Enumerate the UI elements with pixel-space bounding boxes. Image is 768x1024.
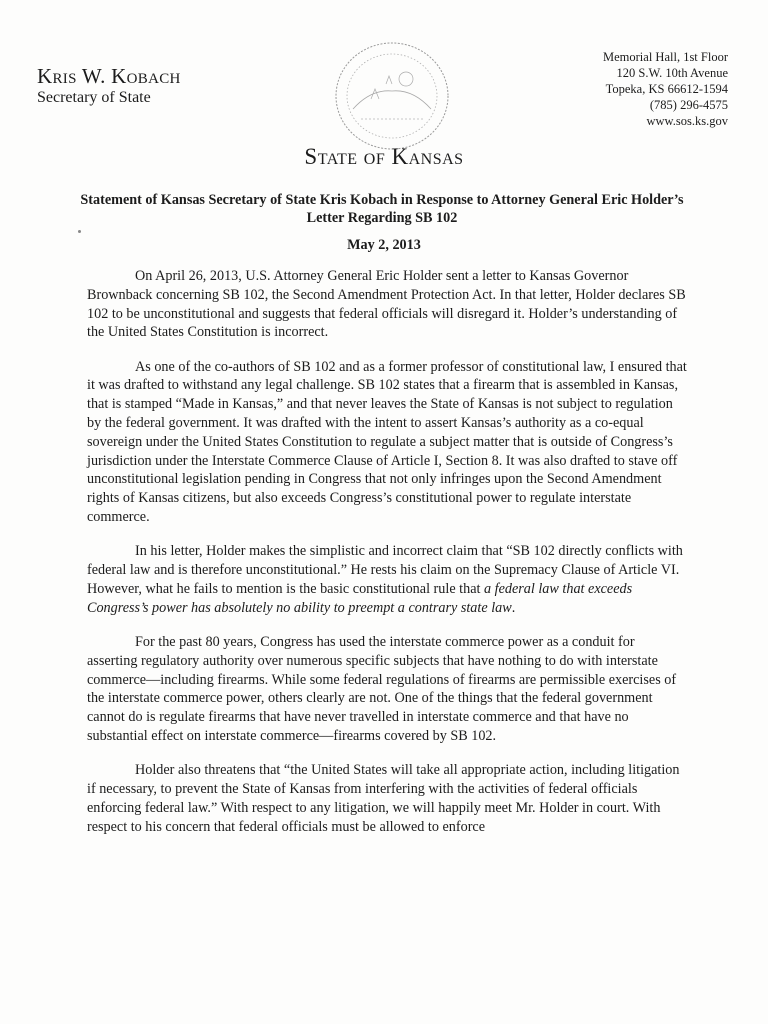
sender-title: Secretary of State	[37, 89, 151, 106]
paragraph: For the past 80 years, Congress has used the interstate commerce power as a conduit for asserting regulatory authority over numerous specific subjects that have nothing to do with interstate commerce—including firearms. While some federal regulations of firearms are permissible exercises of the interstate commerce power, others clearly are not. One of the things that the federal government cannot do is regulate firearms that have never travelled in interstate commerce and that have no substantial effect on interstate commerce—firearms covered by SB 102.	[87, 634, 677, 745]
address-block	[603, 49, 728, 129]
scan-mark	[78, 230, 81, 233]
statement-heading: Statement of Kansas Secretary of State Kris Kobach in Response to Attorney General Eric Holder’s Letter Regarding SB 102	[80, 192, 684, 226]
address-line: Topeka, KS 66612-1594	[605, 82, 728, 96]
statement-date: May 2, 2013	[347, 237, 421, 253]
phone-number: (785) 296-4575	[649, 98, 728, 112]
paragraph	[87, 542, 687, 617]
paragraph: As one of the co-authors of SB 102 and as a former professor of constitutional law, I ensured that it was drafted to withstand any legal challenge. SB 102 states that a firearm that is assembled in Kansas, that is stamped “Made in Kansas,” and that never leaves the State of Kansas is not subject to regulation by the federal government. It was drafted with the intent to assert Kansas’s authority as a co-equal sovereign under the United States Constitution to regulate a subject matter that is outside of Congress’s jurisdiction under the Interstate Commerce Clause of Article I, Section 8. It was also drafted to stave off unconstitutional legislation pending in Congress that not only infringes upon the Second Amendment rights of Kansas citizens, but also exceeds Congress’s constitutional power to regulate interstate commerce.	[87, 358, 687, 526]
address-line: 120 S.W. 10th Avenue	[616, 66, 728, 80]
paragraph: Holder also threatens that “the United States will take all appropriate action, including litigation if necessary, to prevent the State of Kansas from interfering with the activities of federal officials enforcing federal law.” With respect to any litigation, we will happily meet Mr. Holder in court. With respect to his concern that federal officials must be allowed to enforce	[87, 762, 680, 835]
sender-name: Kris W. Kobach	[37, 64, 181, 88]
paragraph: On April 26, 2013, U.S. Attorney General Eric Holder sent a letter to Kansas Governor Brownback concerning SB 102, the Second Amendment Protection Act. In that letter, Holder declares SB 102 to be unconstitutional and suggests that federal officials will disregard it. Holder’s understanding of the United States Constitution is incorrect.	[87, 268, 686, 341]
emphasized-text: a federal law that exceeds Congress’s power has absolutely no ability to preempt a contrary state law	[87, 580, 633, 616]
paragraph-text: .	[511, 599, 516, 616]
address-line: Memorial Hall, 1st Floor	[603, 50, 728, 64]
paragraph-text: In his letter, Holder makes the simplistic and incorrect claim that “SB 102 directly conflicts with federal law and is therefore unconstitutional.” He rests his claim on the Supremacy Clause of Article VI. However, what he fails to mention is the basic constitutional rule that	[87, 543, 683, 597]
sender-block	[37, 64, 181, 108]
statement-body	[87, 267, 687, 852]
state-title: State of Kansas	[304, 144, 464, 169]
website-url: www.sos.ks.gov	[646, 114, 728, 128]
state-seal-icon	[331, 39, 453, 153]
